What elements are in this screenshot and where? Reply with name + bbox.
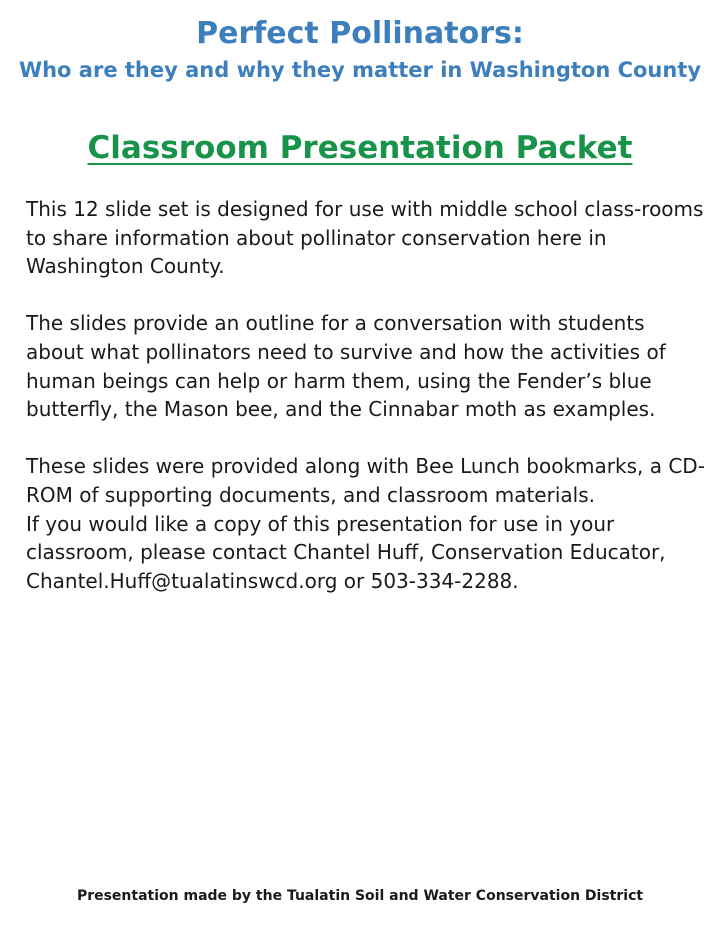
body-text [26,195,706,595]
paragraph-materials: These slides were provided along with Bee Lunch bookmarks, a CD-ROM of supporting documents, and classroom materials. [26,454,705,507]
paragraph-outline: The slides provide an outline for a conversation with students about what pollinators need to survive and how the activities of human beings can help or harm them, using the Fender’s blue butterfly, the Mason bee, and the Cinnabar moth as examples. [26,311,666,422]
packet-heading [0,128,720,168]
paragraph-intro: This 12 slide set is designed for use with middle school class-rooms to share information about pollinator conservation here in Washington County. [26,197,704,279]
paragraph-contact: If you would like a copy of this presentation for use in your classroom, please contact Chantel Huff, Conservation Educator, Chantel.Huff@tualatinswcd.org or 503-334-2288. [26,511,666,593]
packet-heading-text: Classroom Presentation Packet [87,130,633,166]
page-title: Perfect Pollinators: [196,16,524,51]
page-subtitle: Who are they and why they matter in Washington County [18,58,702,82]
footer-credit: Presentation made by the Tualatin Soil and Water Conservation District [76,888,644,904]
